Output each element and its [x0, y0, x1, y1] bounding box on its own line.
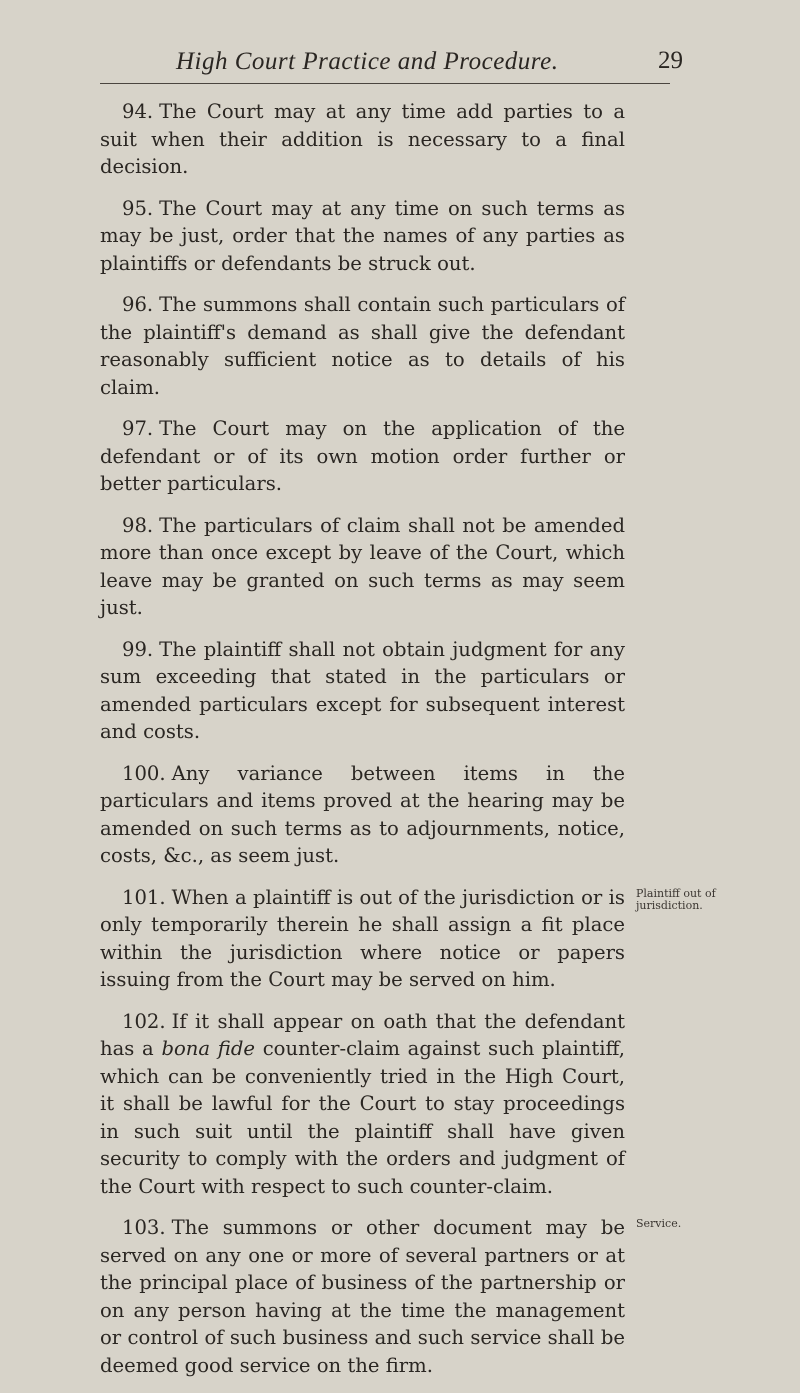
paragraph-number: 95.	[122, 196, 154, 220]
paragraph-97	[100, 415, 625, 498]
paragraph-text: The plaintiff shall not obtain judgment for any sum exceeding that stated in the particulars or amended particulars except for subsequent interest and costs.	[100, 637, 625, 743]
paragraph-103	[100, 1214, 625, 1379]
paragraph-text: When a plaintiff is out of the jurisdiction or is only temporarily therein he shall assign a fit place within the jurisdiction where notice or papers issuing from the Court may be served on him.	[100, 885, 625, 991]
paragraph-95	[100, 195, 625, 278]
paragraph-text: counter-claim against such plaintiff, which can be conveniently tried in the High Court, it shall be lawful for the Court to stay proceedings in such suit until the plaintiff shall have given security to comply with the orders and judgment of the Court with respect to such counter-claim.	[100, 1037, 625, 1198]
paragraph-text: The Court may at any time add parties to a suit when their addition is necessary to a final decision.	[100, 100, 625, 178]
paragraph-number: 101.	[122, 885, 166, 909]
body-text	[100, 98, 625, 1393]
paragraph-text: Any variance between items in the particulars and items proved at the hearing may be amended on such terms as to adjournments, notice, costs, &c., as seem just.	[100, 761, 625, 867]
paragraph-94	[100, 98, 625, 181]
paragraph-100	[100, 760, 625, 870]
paragraph-text: The particulars of claim shall not be amended more than once except by leave of the Court, which leave may be granted on such terms as may seem just.	[100, 513, 625, 619]
paragraph-text: The summons shall contain such particulars of the plaintiff's demand as shall give the defendant reasonably sufficient notice as to details of his claim.	[100, 293, 625, 399]
margin-note-service: Service.	[636, 1217, 682, 1230]
paragraph-text: The Court may on the application of the defendant or of its own motion order further or better particulars.	[100, 417, 625, 495]
header-title: High Court Practice and Procedure.	[176, 48, 559, 75]
paragraph-text: The summons or other document may be served on any one or more of several partners or at the principal place of business of the partnership or on any person having at the time the management or control of such business and such service shall be deemed good service on the firm.	[100, 1216, 625, 1377]
paragraph-number: 97.	[122, 417, 154, 440]
page-number: 29	[658, 47, 683, 74]
header-rule	[100, 83, 670, 84]
paragraph-number: 99.	[122, 637, 154, 661]
paragraph-number: 100.	[122, 761, 166, 785]
paragraph-number: 96.	[122, 293, 154, 316]
paragraph-96	[100, 291, 625, 401]
paragraph-text: The Court may at any time on such terms as may be just, order that the names of any parties as plaintiffs or defendants be struck out.	[100, 196, 625, 275]
paragraph-number: 102.	[122, 1009, 166, 1033]
paragraph-number: 98.	[122, 513, 154, 537]
paragraph-98	[100, 512, 625, 622]
paragraph-emphasis: bona fide	[161, 1037, 255, 1060]
paragraph-number: 94.	[122, 100, 154, 123]
paragraph-number: 103.	[122, 1216, 166, 1239]
paragraph-99	[100, 636, 625, 746]
paragraph-101	[100, 884, 625, 994]
paragraph-text: If it shall appear on oath that the defendant has a	[100, 1009, 625, 1060]
paragraph-102	[100, 1008, 625, 1201]
margin-note-plaintiff-out-of-jurisdiction: Plaintiff out of jurisdiction.	[636, 886, 716, 912]
